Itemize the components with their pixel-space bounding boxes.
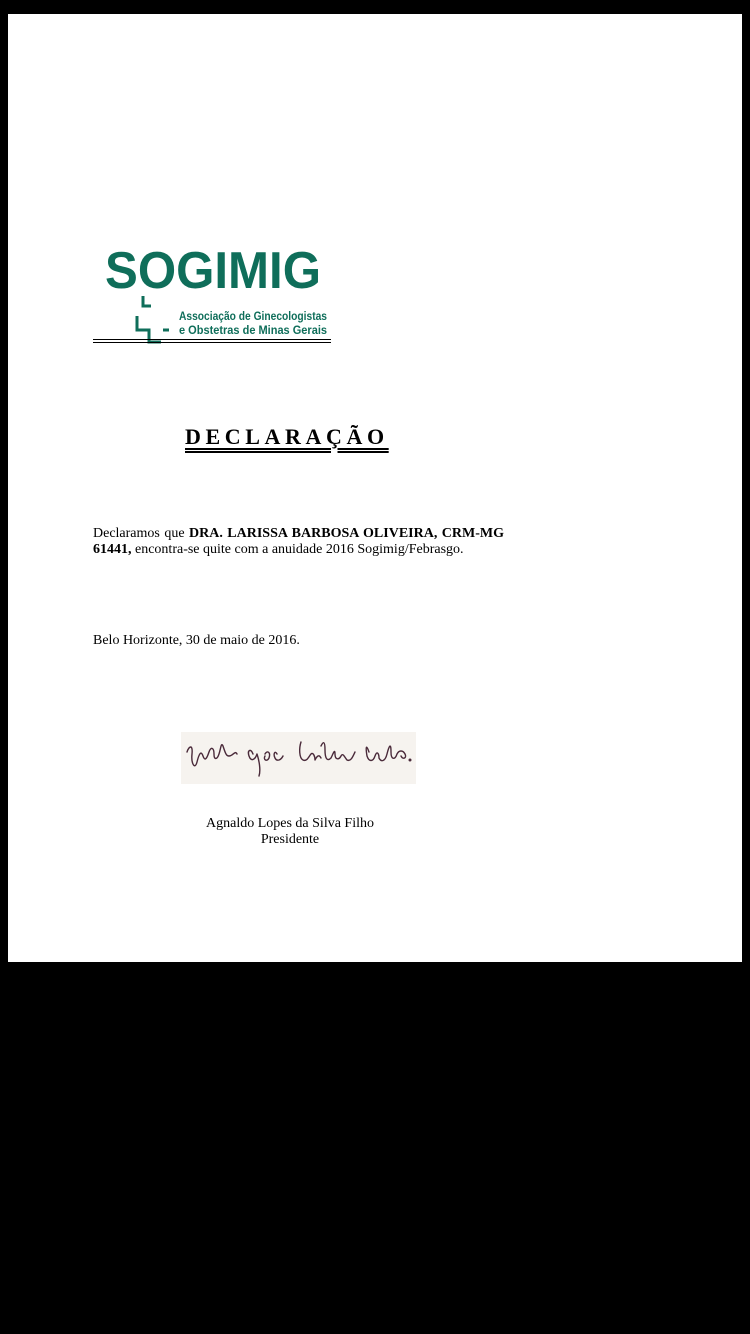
sogimig-logo-graphic — [105, 238, 331, 350]
signer-name: Agnaldo Lopes da Silva Filho — [206, 816, 374, 831]
sogimig-logo — [105, 238, 331, 350]
handwritten-signature — [181, 732, 416, 784]
date-line: Belo Horizonte, 30 de maio de 2016. — [93, 633, 300, 648]
document-page — [8, 14, 742, 962]
header-double-rule — [93, 339, 331, 343]
logo-subtitle-line1: Associação de Ginecologistas — [179, 311, 327, 323]
document-title: DECLARAÇÃO — [185, 424, 389, 449]
logo-subtitle-line2: e Obstetras de Minas Gerais — [179, 325, 327, 337]
signer-role: Presidente — [260, 832, 320, 847]
signer-block — [138, 816, 442, 848]
declaration-prefix: Declaramos que — [93, 526, 189, 541]
declaration-name: DRA. LARISSA BARBOSA OLIVEIRA, CRM-MG 61441, — [93, 526, 504, 557]
logo-name: SOGIMIG — [105, 242, 321, 300]
declaration-paragraph — [93, 526, 504, 558]
signature-image — [181, 732, 416, 784]
declaration-suffix: encontra-se quite com a anuidade 2016 Sogimig/Febrasgo. — [131, 542, 464, 557]
